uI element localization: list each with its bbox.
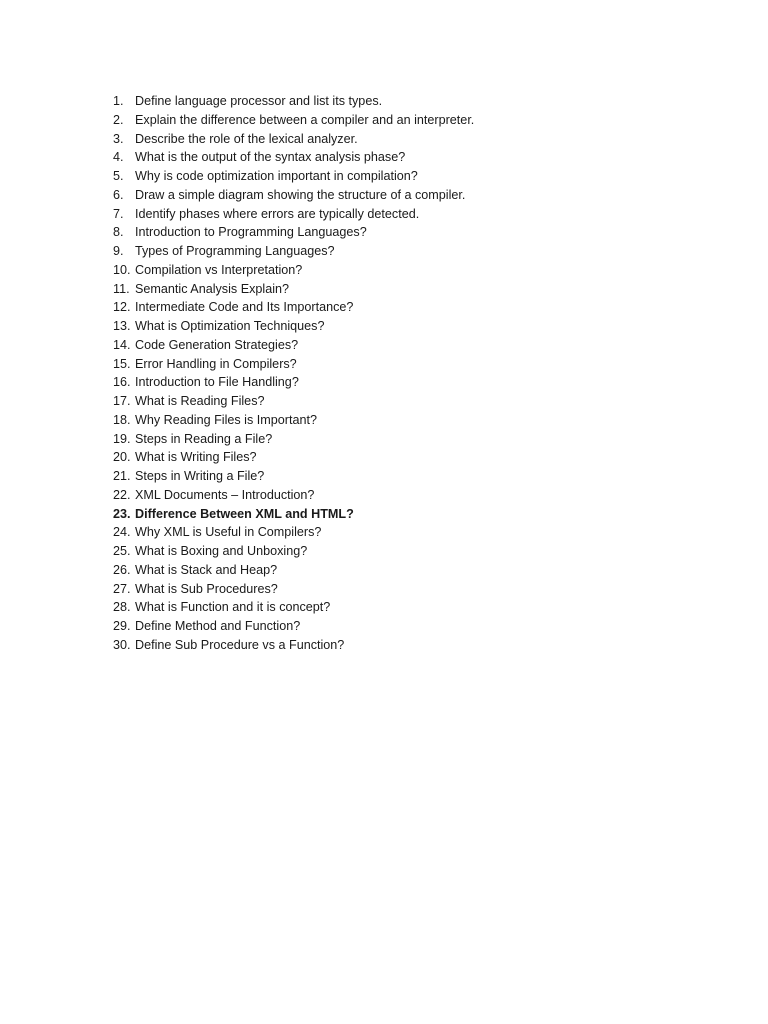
question-number: 18.: [113, 412, 131, 427]
question-text: XML Documents – Introduction?: [135, 487, 315, 502]
question-text: Intermediate Code and Its Importance?: [135, 300, 354, 315]
question-number: 5.: [113, 169, 124, 183]
question-number: 10.: [113, 262, 131, 277]
question-item: [105, 111, 474, 130]
question-text: Difference Between XML and HTML?: [135, 506, 354, 521]
question-number: 23.: [113, 506, 131, 521]
question-text: Introduction to File Handling?: [135, 375, 299, 390]
question-text: Identify phases where errors are typically detected.: [135, 206, 420, 221]
question-item: [105, 298, 474, 317]
question-number: 3.: [113, 131, 124, 146]
question-item: [105, 148, 474, 167]
question-item: [105, 467, 474, 486]
question-number: 13.: [113, 319, 131, 333]
question-item: [105, 580, 474, 599]
question-item: [105, 280, 474, 299]
question-text: Explain the difference between a compiler and an interpreter.: [135, 112, 475, 127]
question-item: [105, 430, 474, 449]
question-item: [105, 317, 474, 336]
question-text: What is Function and it is concept?: [135, 600, 331, 615]
question-text: Define language processor and list its types.: [135, 94, 383, 108]
question-number: 21.: [113, 469, 131, 483]
question-text: Error Handling in Compilers?: [135, 356, 297, 371]
question-number: 20.: [113, 450, 131, 465]
question-item: [105, 167, 474, 186]
question-number: 15.: [113, 356, 131, 371]
question-number: 29.: [113, 619, 131, 633]
question-text: Why XML is Useful in Compilers?: [135, 525, 322, 540]
question-number: 24.: [113, 525, 131, 540]
question-number: 6.: [113, 187, 124, 202]
question-number: 19.: [113, 431, 131, 446]
question-text: What is Sub Procedures?: [135, 581, 278, 596]
question-item: [105, 242, 474, 261]
question-number: 16.: [113, 375, 131, 390]
question-item: [105, 448, 474, 467]
question-number: 11.: [113, 281, 130, 296]
question-text: Steps in Reading a File?: [135, 431, 273, 446]
question-item: [105, 336, 474, 355]
question-item: [105, 261, 474, 280]
question-number: 9.: [113, 244, 124, 258]
question-text: Why Reading Files is Important?: [135, 412, 317, 427]
question-item: [105, 542, 474, 561]
question-text: Code Generation Strategies?: [135, 337, 299, 352]
question-number: 27.: [113, 581, 131, 596]
question-number: 4.: [113, 150, 124, 165]
question-text: What is Reading Files?: [135, 394, 265, 408]
question-text: Introduction to Programming Languages?: [135, 225, 367, 240]
question-text: What is Boxing and Unboxing?: [135, 544, 308, 558]
question-number: 7.: [113, 206, 124, 221]
question-number: 2.: [113, 112, 124, 127]
question-number: 22.: [113, 487, 131, 502]
question-text: What is Stack and Heap?: [135, 562, 278, 577]
question-number: 25.: [113, 544, 131, 558]
question-text: Draw a simple diagram showing the structure of a compiler.: [135, 187, 466, 202]
question-item: [105, 486, 474, 505]
question-item: [105, 505, 474, 524]
question-number: 30.: [113, 637, 131, 652]
question-item: [105, 636, 474, 655]
question-text: Steps in Writing a File?: [135, 469, 265, 483]
question-number: 28.: [113, 600, 131, 615]
question-text: What is the output of the syntax analysis phase?: [135, 150, 406, 165]
question-number: 14.: [113, 337, 131, 352]
question-item: [105, 355, 474, 374]
question-item: [105, 373, 474, 392]
question-number: 12.: [113, 300, 131, 315]
question-item: [105, 598, 474, 617]
question-text: Define Sub Procedure vs a Function?: [135, 637, 345, 652]
question-item: [105, 523, 474, 542]
question-number: 1.: [113, 94, 124, 108]
question-item: [105, 205, 474, 224]
question-item: [105, 223, 474, 242]
question-text: Define Method and Function?: [135, 619, 301, 633]
question-item: [105, 617, 474, 636]
question-item: [105, 411, 474, 430]
question-text: Describe the role of the lexical analyzer.: [135, 131, 358, 146]
question-list: [105, 92, 474, 655]
question-text: What is Writing Files?: [135, 450, 257, 465]
question-number: 26.: [113, 562, 131, 577]
question-item: [105, 186, 474, 205]
question-number: 17.: [113, 394, 131, 408]
question-text: What is Optimization Techniques?: [135, 319, 325, 333]
question-text: Types of Programming Languages?: [135, 244, 335, 258]
question-text: Semantic Analysis Explain?: [135, 281, 290, 296]
question-text: Compilation vs Interpretation?: [135, 262, 303, 277]
question-item: [105, 92, 474, 111]
question-number: 8.: [113, 225, 124, 240]
question-item: [105, 392, 474, 411]
question-item: [105, 130, 474, 149]
question-text: Why is code optimization important in compilation?: [135, 169, 418, 183]
question-item: [105, 561, 474, 580]
